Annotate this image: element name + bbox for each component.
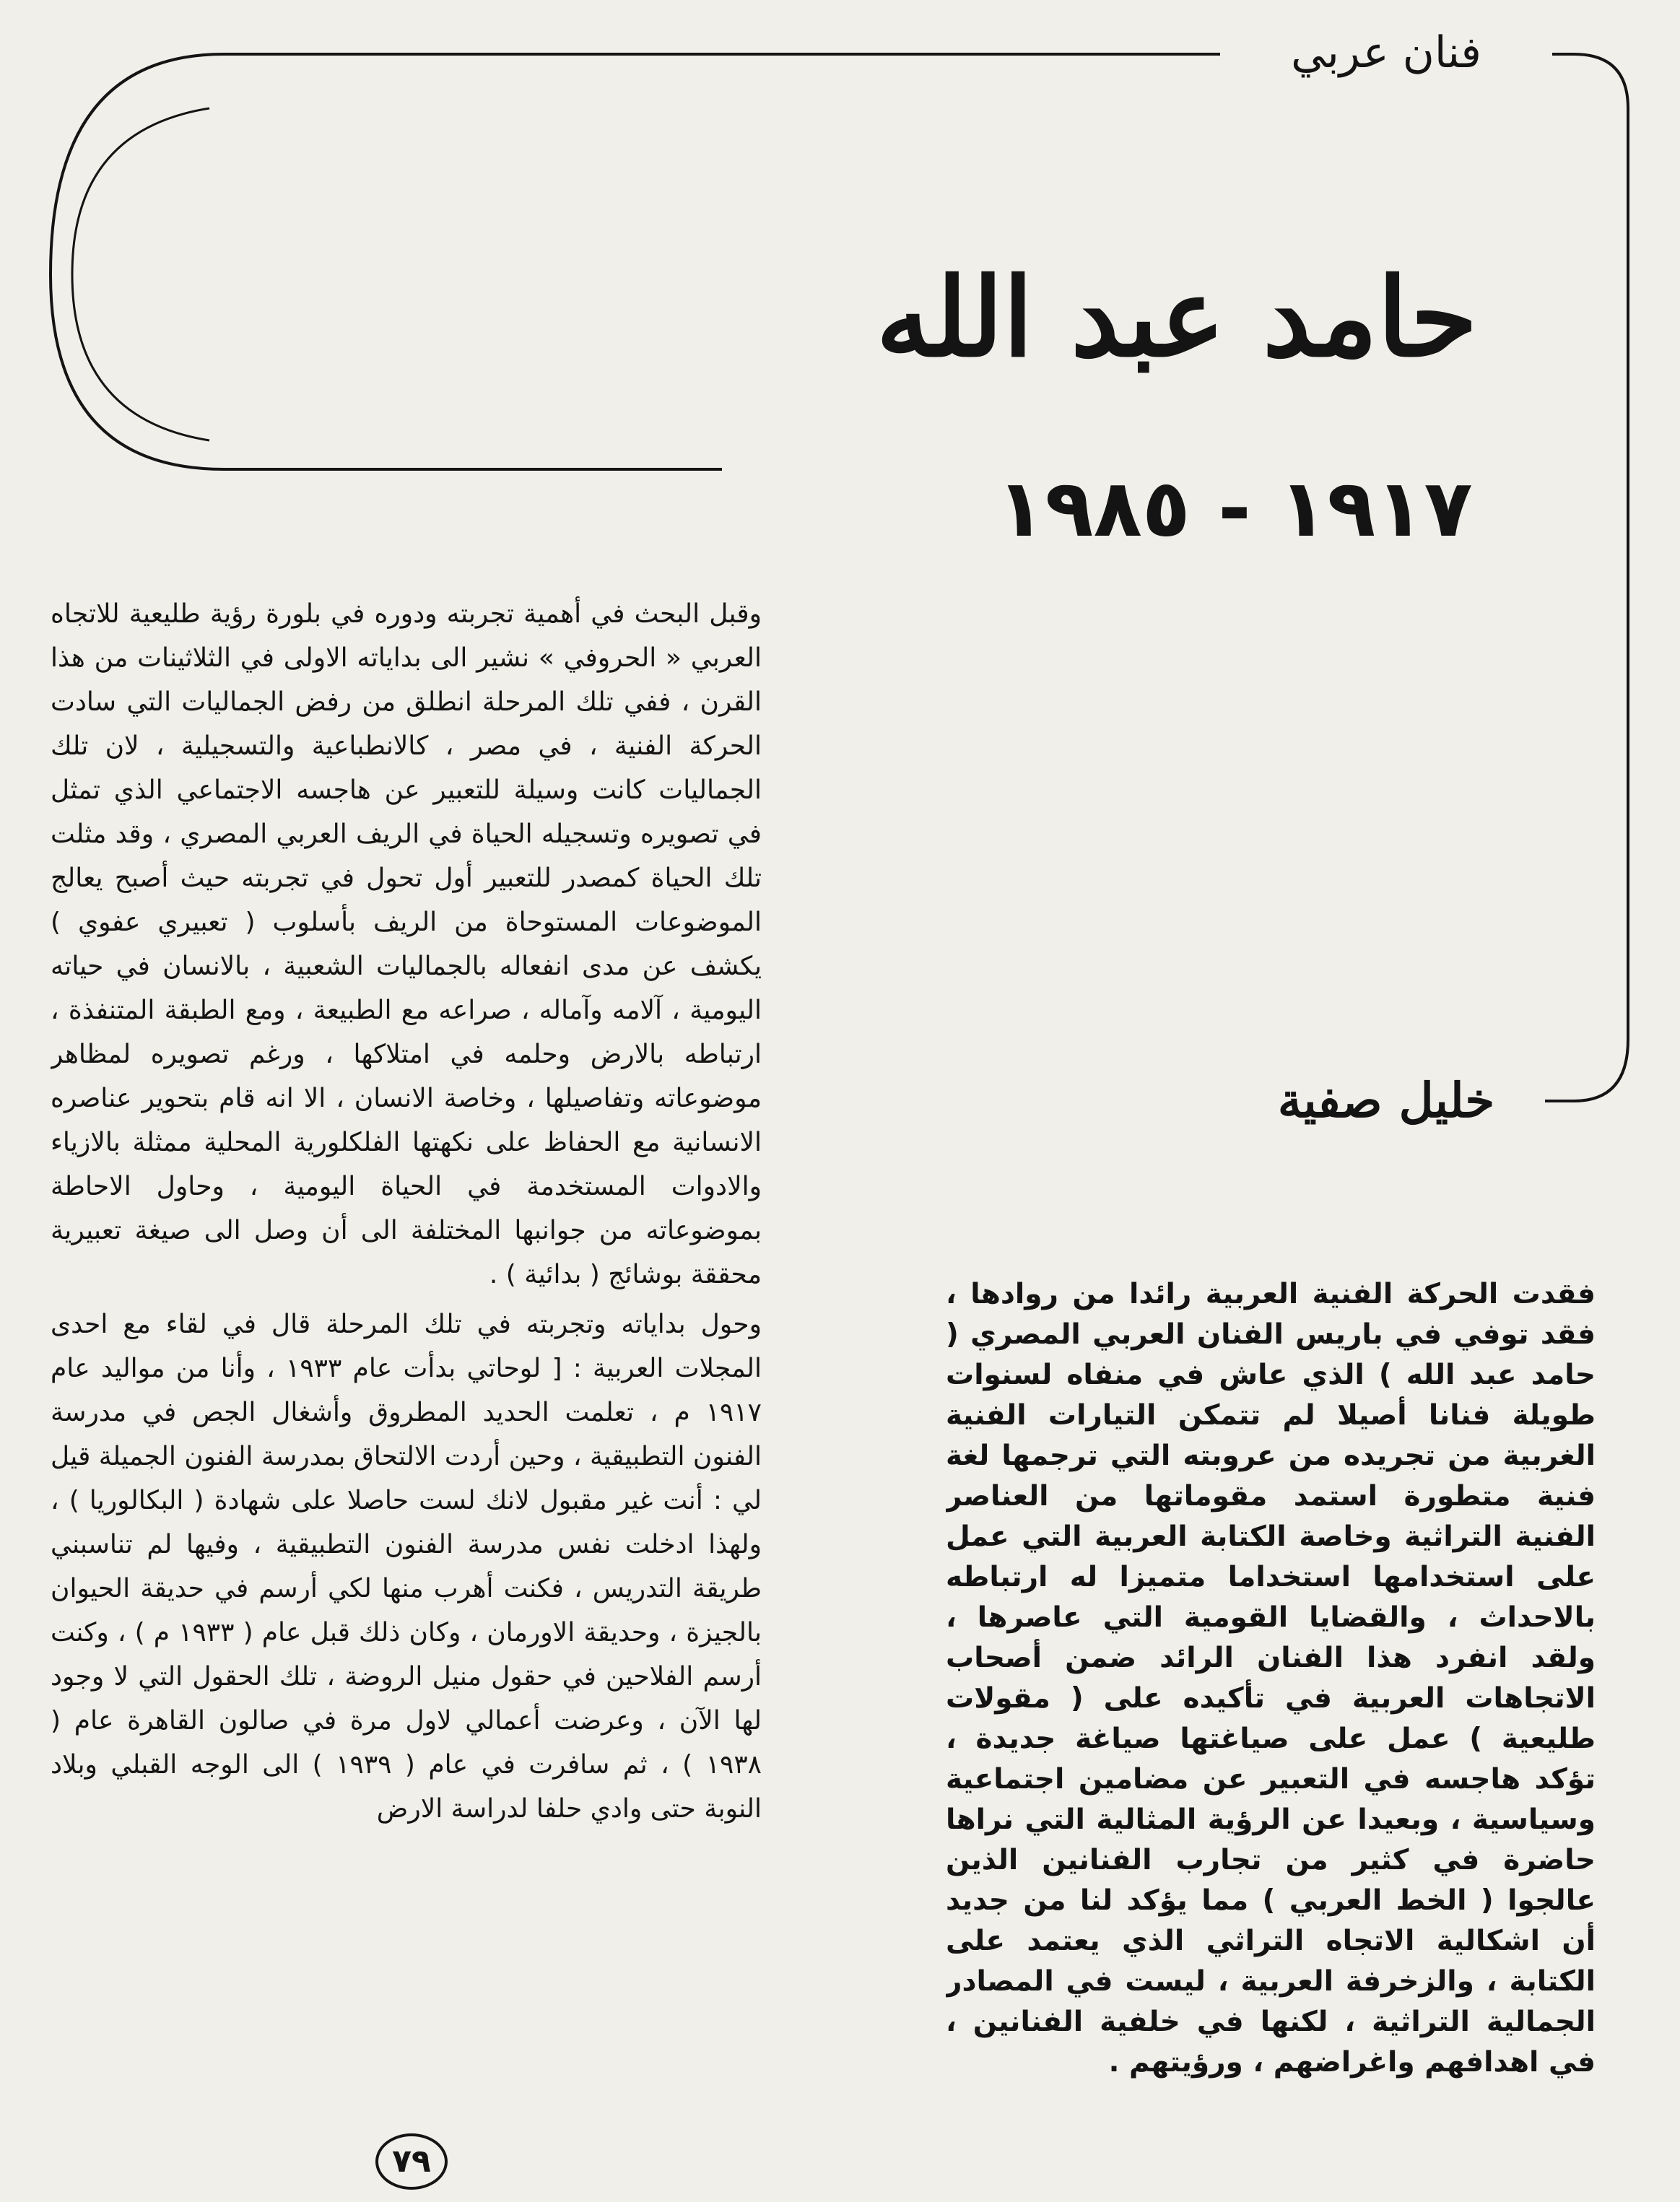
intro-text-column xyxy=(946,1274,1596,2126)
article-author: خليل صفية xyxy=(1227,1072,1545,1128)
page-number: ٧٩ xyxy=(375,2133,448,2190)
body-paragraph-1: وقبل البحث في أهمية تجربته ودوره في بلورة رؤية طليعية للاتجاه العربي « الحروفي » نشير الى بداياته الاولى في الثلاثينات من هذا القرن ، ففي تلك المرحلة انطلق من رفض الجماليات التي سادت الحركة الفنية ، في مصر ، كالانطباعية والتسجيلية ، لان تلك الجماليات كانت وسيلة للتعبير عن هاجسه الاجتماعي الذي تمثل في تصويره وتسجيله الحياة في الريف العربي المصري ، وقد مثلت تلك الحياة كمصدر للتعبير أول تحول في تجربته حيث أصبح يعالج الموضوعات المستوحاة من الريف بأسلوب ( تعبيري عفوي ) يكشف عن مدى انفعاله بالجماليات الشعبية ، بالانسان في حياته اليومية ، آلامه وآماله ، صراعه مع الطبيعة ، ومع الطبقة المتنفذة ، ارتباطه بالارض وحلمه في امتلاكها ، ورغم تصويره لمظاهر موضوعاته وتفاصيلها ، وخاصة الانسان ، الا انه قام بتحوير عناصره الانسانية مع الحفاظ على نكهتها الفلكلورية المحلية ممثلة بالازياء والادوات المستخدمة في الحياة اليومية ، وحاول الاحاطة بموضوعاته من جوانبها المختلفة الى أن وصل الى صيغة تعبيرية محققة بوشائج ( بدائية ) . xyxy=(51,599,762,1289)
artist-life-years: ١٩١٧ - ١٩٨٥ xyxy=(996,462,1473,554)
body-paragraph-2: وحول بداياته وتجربته في تلك المرحلة قال في لقاء مع احدى المجلات العربية : [ لوحاتي بدأت عام ١٩٣٣ ، وأنا من مواليد عام ١٩١٧ م ، تعلمت الحديد المطروق وأشغال الجص في مدرسة الفنون التطبيقية ، وحين أردت الالتحاق بمدرسة الفنون الجميلة قيل لي : أنت غير مقبول لانك لست حاصلا على شهادة ( البكالوريا ) ، ولهذا ادخلت نفس مدرسة الفنون التطبيقية ، وفيها لم تناسبني طريقة التدريس ، فكنت أهرب منها لكي أرسم في حديقة الحيوان بالجيزة ، وحديقة الاورمان ، وكان ذلك قبل عام ( ١٩٣٣ م ) ، وكنت أرسم الفلاحين في حقول منيل الروضة ، تلك الحقول التي لا وجود لها الآن ، وعرضت أعمالي لاول مرة في صالون القاهرة عام ( ١٩٣٨ ) ، ثم سافرت في عام ( ١٩٣٩ ) الى الوجه القبلي وبلاد النوبة حتى وادي حلفا لدراسة الارض xyxy=(51,1310,762,1824)
body-text-column xyxy=(51,592,762,2108)
article-title: حامد عبد الله xyxy=(876,254,1478,381)
section-label: فنان عربي xyxy=(1220,27,1552,78)
intro-paragraph: فقدت الحركة الفنية العربية رائدا من روادها ، فقد توفي في باريس الفنان العربي المصري ( حامد عبد الله ) الذي عاش في منفاه لسنوات طويلة فنانا أصيلا لم تتمكن التيارات الفنية الغربية من تجريده من عروبته التي ترجمها لغة فنية متطورة استمد مقوماتها من العناصر الفنية التراثية وخاصة الكتابة العربية التي عمل على استخدامها استخداما متميزا له ارتباطه بالاحداث ، والقضايا القومية التي عاصرها ، ولقد انفرد هذا الفنان الرائد ضمن أصحاب الاتجاهات العربية في تأكيده على ( مقولات طليعية ) عمل على صياغتها صياغة جديدة ، تؤكد هاجسه في التعبير عن مضامين اجتماعية وسياسية ، وبعيدا عن الرؤية المثالية التي نراها حاضرة في كثير من تجارب الفنانين الذين عالجوا ( الخط العربي ) مما يؤكد لنا من جديد أن اشكالية الاتجاه التراثي الذي يعتمد على الكتابة ، والزخرفة العربية ، ليست في المصادر الجمالية التراثية ، لكنها في خلفية الفنانين ، في اهدافهم واغراضهم ، ورؤيتهم . xyxy=(946,1278,1596,2079)
